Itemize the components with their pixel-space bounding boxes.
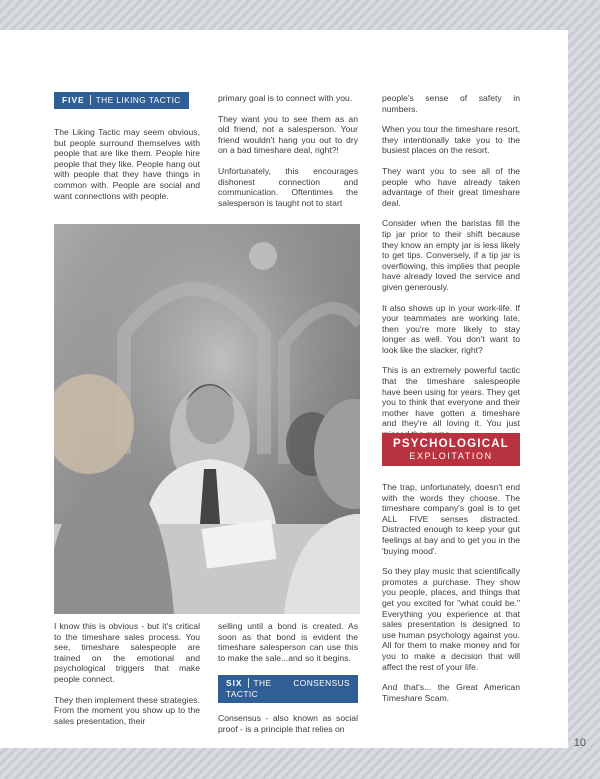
column-3 [382,93,520,450]
paragraph: Consider when the baristas fill the tip jar prior to their shift because they know an empty jar is less likely to get tips. Conversely, if a tip jar is overflowing, this implies that people have already loved the service and given generously. [382,218,520,292]
paragraph: So they play music that scientifically promotes a purchase. They show you people, places, and things that get you excited for "what could be." Everything you experience at that sales presentation is designed to use human psychology against you. All for them to make money and for you to make a decision that will affect the rest of your life. [382,566,520,672]
tag-title: THE LIKING TACTIC [95,95,181,105]
tag-number: FIVE [62,95,85,105]
paragraph: It also shows up in your work-life. If your teammates are working late, then you're more likely to stay longer as well. You don't want to look like the slacker, right? [382,302,520,355]
paragraph: primary goal is to connect with you. [218,93,353,103]
paragraph: They then implement these strategies. From the moment you show up to the sales presentation, their [54,694,200,726]
psychological-exploitation-heading [382,433,520,466]
paragraph: And that's... the Great American Timeshare Scam. [382,682,520,703]
paragraph: When you tour the timeshare resort, they intentionally take you to the busiest places on the resort. [382,124,520,156]
paragraph: Unfortunately, this encourages dishonest connection and communication. Oftentimes the salesperson is taught not to start [218,165,358,208]
column-1-top [54,92,200,211]
paragraph: They want you to see all of the people who have already taken advantage of their great timeshare deal. [382,165,520,208]
sales-meeting-photo [54,224,360,614]
tag-divider [248,678,249,688]
tag-number: SIX [226,678,243,689]
liking-tactic-paragraph: The Liking Tactic may seem obvious, but people surround themselves with people that are like them. People hire people that they like. People hang out with people that they have things in common with. People are social and want connections with people. [54,127,200,201]
paragraph: selling until a bond is created. As soon as that bond is evident the timeshare salesperson can use this to make the sale...and so it begins. [218,621,358,663]
paragraph: people's sense of safety in numbers. [382,93,520,114]
column-3-lower [382,482,520,713]
column-1-bottom [54,621,200,736]
paragraph: I know this is obvious - but it's critical to the timeshare sales process. You see, timeshare salespeople are trained on the emotional and psychological triggers that make people connect. [54,621,200,684]
column-2-top [218,93,358,218]
paragraph: The trap, unfortunately, doesn't end with the words they choose. The timeshare company's goal is to get ALL FIVE senses distracted. Distracted enough to keep your gut feelings at bay and to get you in the 'buying mood'. [382,482,520,556]
tag-divider [90,95,91,105]
paragraph: This is an extremely powerful tactic that the timeshare salespeople have been using for years. They get you to think that everyone and their mother have gotten a timeshare and they're all loving it. You just [382,365,520,429]
column-2-bottom [218,621,358,745]
tag-title: THE CONSENSUS TACTIC [226,678,350,700]
section-tag-five [54,92,189,109]
page-number: 10 [573,737,586,749]
paragraph: They want you to see them as an old friend, not a salesperson. Your friend wouldn't hang you out to dry on a bad timeshare deal, right?! [218,113,358,156]
heading-line-1: PSYCHOLOGICAL [393,438,509,450]
heading-line-2: EXPLOITATION [409,451,493,461]
paragraph: Consensus - also known as social proof - is a principle that relies on [218,713,358,734]
section-tag-six [218,675,358,703]
